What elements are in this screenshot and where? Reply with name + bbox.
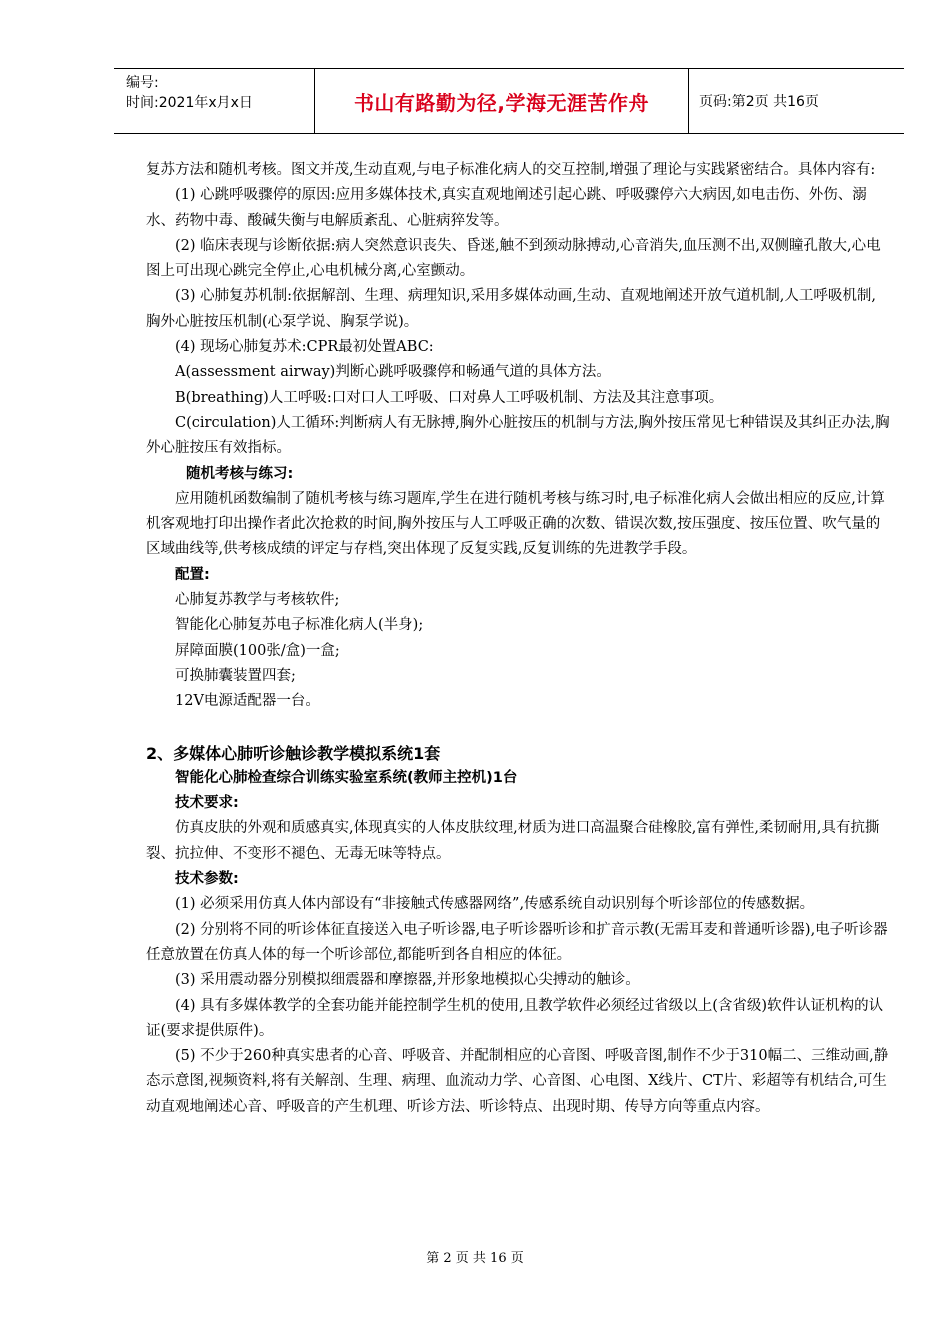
list-item: (1) 心跳呼吸骤停的原因:应用多媒体技术,真实直观地阐述引起心跳、呼吸骤停六大病因,如电击伤、外伤、溺水、药物中毒、酸碱失衡与电解质紊乱、心脏病猝发等。: [146, 187, 867, 229]
header-page-info: 页码:第2页 共16页: [699, 94, 819, 110]
config-item: 心肺复苏教学与考核软件;: [175, 592, 340, 609]
abc-item-a: A(assessment airway)判断心跳呼吸骤停和畅通气道的具体方法。: [175, 364, 611, 381]
abc-item-c: C(circulation)人工循环:判断病人有无脉搏,胸外心脏按压的机制与方法,胸外按压常见七种错误及其纠正办法,胸外心脏按压有效指标。: [146, 414, 890, 457]
list-item: (2) 分别将不同的听诊体征直接送入电子听诊器,电子听诊器听诊和扩音示教(无需耳麦和普通听诊器),电子听诊器任意放置在仿真人体的每一个听诊部位,都能听到各自相应的体征。: [146, 921, 888, 963]
config-item: 智能化心肺复苏电子标准化病人(半身);: [175, 617, 424, 634]
document-header: [114, 68, 904, 134]
number-label: 编号:: [126, 75, 159, 91]
paragraph: 应用随机函数编制了随机考核与练习题库,学生在进行随机考核与练习时,电子标准化病人会做出相应的反应,计算机客观地打印出操作者此次抢救的时间,胸外按压与人工呼吸正确的次数、错误次数,按压强度、按压位置、吹气量的区域曲线等,供考核成绩的评定与存档,突出体现了反复实践,反复训练的先进教学手段。: [146, 490, 885, 558]
heading-random-test: 随机考核与练习:: [186, 465, 294, 482]
subsection-heading: 智能化心肺检查综合训练实验室系统(教师主控机)1台: [175, 769, 518, 786]
paragraph: 复苏方法和随机考核。图文并茂,生动直观,与电子标准化病人的交互控制,增强了理论与实践紧密结合。具体内容有:: [146, 162, 876, 178]
list-item: (4) 具有多媒体教学的全套功能并能控制学生机的使用,且教学软件必须经过省级以上(含省级)软件认证机构的认证(要求提供原件)。: [146, 997, 884, 1039]
time-label: 时间:2021年x月x日: [126, 95, 253, 111]
config-item: 12V电源适配器一台。: [175, 693, 320, 710]
list-item: (5) 不少于260种真实患者的心音、呼吸音、并配制相应的心音图、呼吸音图,制作不少于310幅二、三维动画,静态示意图,视频资料,将有关解剖、生理、病理、血流动力学、心音图、心电图、X线片、CT片、彩超等有机结合,可生动直观地阐述心音、呼吸音的产生机理、听诊方法、听诊特点、出现时期、传导方向等重点内容。: [146, 1048, 889, 1115]
list-item: (3) 心肺复苏机制:依据解剖、生理、病理知识,采用多媒体动画,生动、直观地阐述开放气道机制,人工呼吸机制,胸外心脏按压机制(心泵学说、胸泵学说)。: [146, 288, 876, 330]
config-item: 可换肺囊装置四套;: [175, 667, 296, 684]
config-item: 屏障面膜(100张/盒)一盒;: [175, 642, 340, 659]
list-item: (2) 临床表现与诊断依据:病人突然意识丧失、昏迷,触不到颈动脉搏动,心音消失,血压测不出,双侧瞳孔散大,心电图上可出现心跳完全停止,心电机械分离,心室颤动。: [146, 237, 881, 280]
heading-config: 配置:: [175, 566, 210, 583]
paragraph: 仿真皮肤的外观和质感真实,体现真实的人体皮肤纹理,材质为进口高温聚合硅橡胶,富有弹性,柔韧耐用,具有抗撕裂、抗拉伸、不变形不褪色、无毒无味等特点。: [146, 820, 880, 862]
list-item: (1) 必须采用仿真人体内部设有“非接触式传感器网络”,传感系统自动识别每个听诊部位的传感数据。: [175, 896, 815, 913]
heading-tech-params: 技术参数:: [175, 871, 239, 888]
section-heading-2: 2、多媒体心肺听诊触诊教学模拟系统1套: [146, 743, 441, 763]
list-item: (4) 现场心肺复苏术:CPR最初处置ABC:: [175, 339, 434, 356]
config-list: [146, 588, 890, 714]
header-motto: 书山有路勤为径,学海无涯苦作舟: [315, 69, 689, 133]
abc-item-b: B(breathing)人工呼吸:口对口人工呼吸、口对鼻人工呼吸机制、方法及其注意事项。: [175, 389, 724, 406]
page-footer: 第 2 页 共 16 页: [426, 1251, 524, 1266]
heading-tech-requirements: 技术要求:: [175, 795, 239, 812]
document-body: [146, 158, 890, 1120]
list-item: (3) 采用震动器分别模拟细震器和摩擦器,并形象地模拟心尖搏动的触诊。: [175, 972, 640, 989]
header-meta-cell: [114, 69, 315, 133]
